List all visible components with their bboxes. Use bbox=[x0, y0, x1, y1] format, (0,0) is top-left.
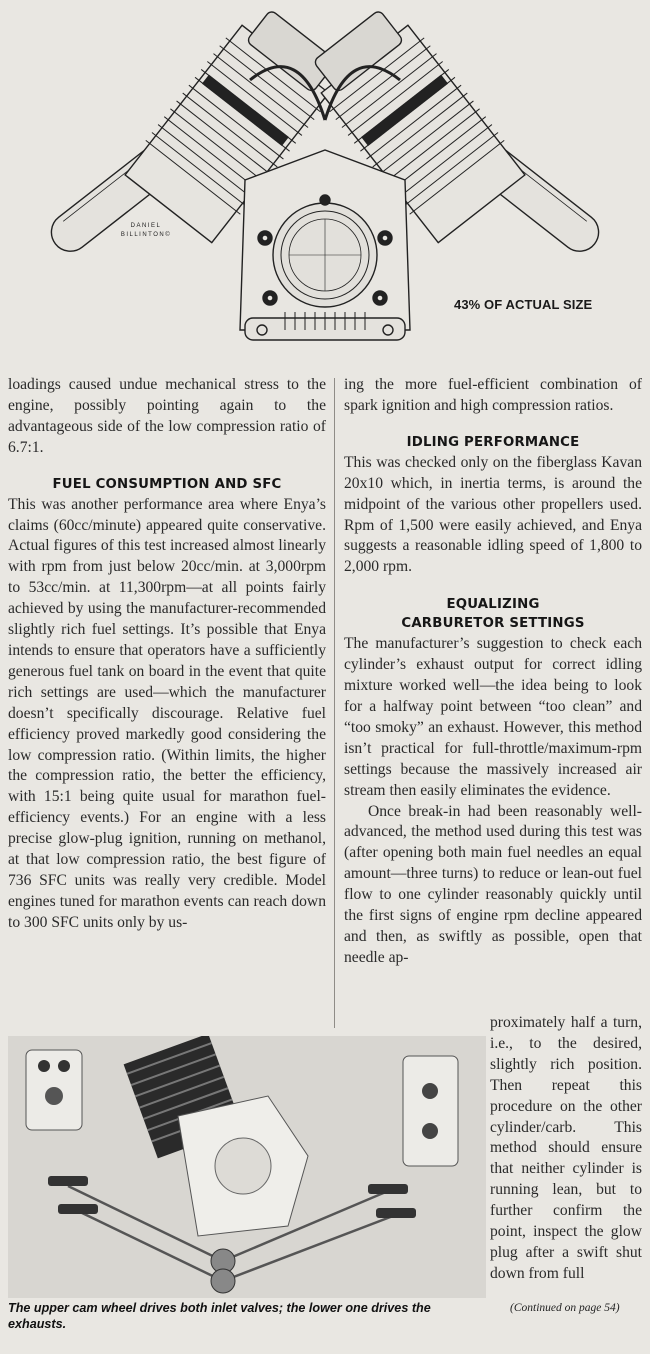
photo-caption: The upper cam wheel drives both inlet valves; the lower one drives the exhausts. bbox=[8, 1301, 431, 1331]
wrapped-paragraph: proximately half a turn, i.e., to the desired, slightly rich position. Then repeat this procedure on the other cylinder/carb. This method should ensure that neither cylinder is running lean, but to further confirm the point, inspect the glow plug after a swift shut down from full bbox=[490, 1014, 642, 1282]
right-column bbox=[344, 375, 642, 969]
left-column bbox=[8, 375, 326, 934]
right-paragraph-3: The manufacturer’s suggestion to check each cylinder’s exhaust output for correct idling mixture worked well—the idea being to look for a halfway point between “too clean” and “too smoky” an exhaust. However, this method isn’t practical for full-throttle/maximum-rpm settings because the massively increased air stream then easily eliminates the evidence. bbox=[344, 635, 642, 799]
heading-line-2: CARBURETOR SETTINGS bbox=[401, 616, 585, 632]
engine-parts-photo bbox=[8, 1036, 486, 1298]
heading-idling-performance: IDLING PERFORMANCE bbox=[406, 434, 580, 450]
column-divider bbox=[334, 378, 335, 1028]
heading-line-1: EQUALIZING bbox=[446, 597, 540, 613]
right-paragraph-1: ing the more fuel-efficient combination of spark ignition and high compression ratios. bbox=[344, 376, 642, 414]
scale-note: 43% OF ACTUAL SIZE bbox=[454, 297, 593, 312]
continued-note: (Continued on page 54) bbox=[510, 1302, 620, 1314]
heading-equalizing-carburetor bbox=[344, 595, 642, 633]
credit-line-2: BILLINTON© bbox=[120, 232, 172, 238]
right-paragraph-4: Once break-in had been reasonably well-advanced, the method used during this test was (after opening both main fuel needles an equal amount—three turns) to reduce or lean-out fuel flow to one cylinder reasonably quickly until the first signs of engine rpm decline appeared and then, as swiftly as possible, open that needle ap- bbox=[344, 802, 642, 966]
illustration-credit bbox=[116, 222, 176, 240]
credit-line-1: DANIEL bbox=[130, 223, 162, 229]
heading-fuel-consumption: FUEL CONSUMPTION AND SFC bbox=[52, 476, 282, 492]
left-paragraph-2: This was another performance area where Enya’s claims (60cc/minute) appeared quite conservative. Actual figures of this test increased almost linearly with rpm from just below 20cc/min. at 3,000rpm to 53cc/min. at 11,300rpm—at all points fairly achieved by using the manufacturer-recommended slightly rich fuel settings. It’s possible that Enya intends to ensure that operators have a sufficiently generous fuel tank on board in the event that quite rich settings are used—which the manufacturer doesn’t specifically discourage. Relative fuel efficiency proved markedly good considering the low compression ratio. (Within limits, the higher the compression ratio, the better the efficiency, with 15:1 being quite usual for marathon fuel-efficiency events.) For an engine with a less precise glow-plug ignition, running on methanol, at that low compression ratio, the best figure of 736 SFC units was really very credible. Model engines tuned for marathon events can reach down to 300 SFC units only by us- bbox=[8, 495, 326, 931]
left-paragraph-1: loadings caused undue mechanical stress to the engine, possibly pointing again to the advantageous side of the low compression ratio of 6.7:1. bbox=[8, 376, 326, 456]
engine-illustration bbox=[0, 0, 650, 370]
right-paragraph-2: This was checked only on the fiberglass Kavan 20x10 which, in inertia terms, is around the midpoint of the various other propellers used. Rpm of 1,500 were easily achieved, and Enya suggests a reasonable idling speed of 1,800 to 2,000 rpm. bbox=[344, 453, 642, 576]
